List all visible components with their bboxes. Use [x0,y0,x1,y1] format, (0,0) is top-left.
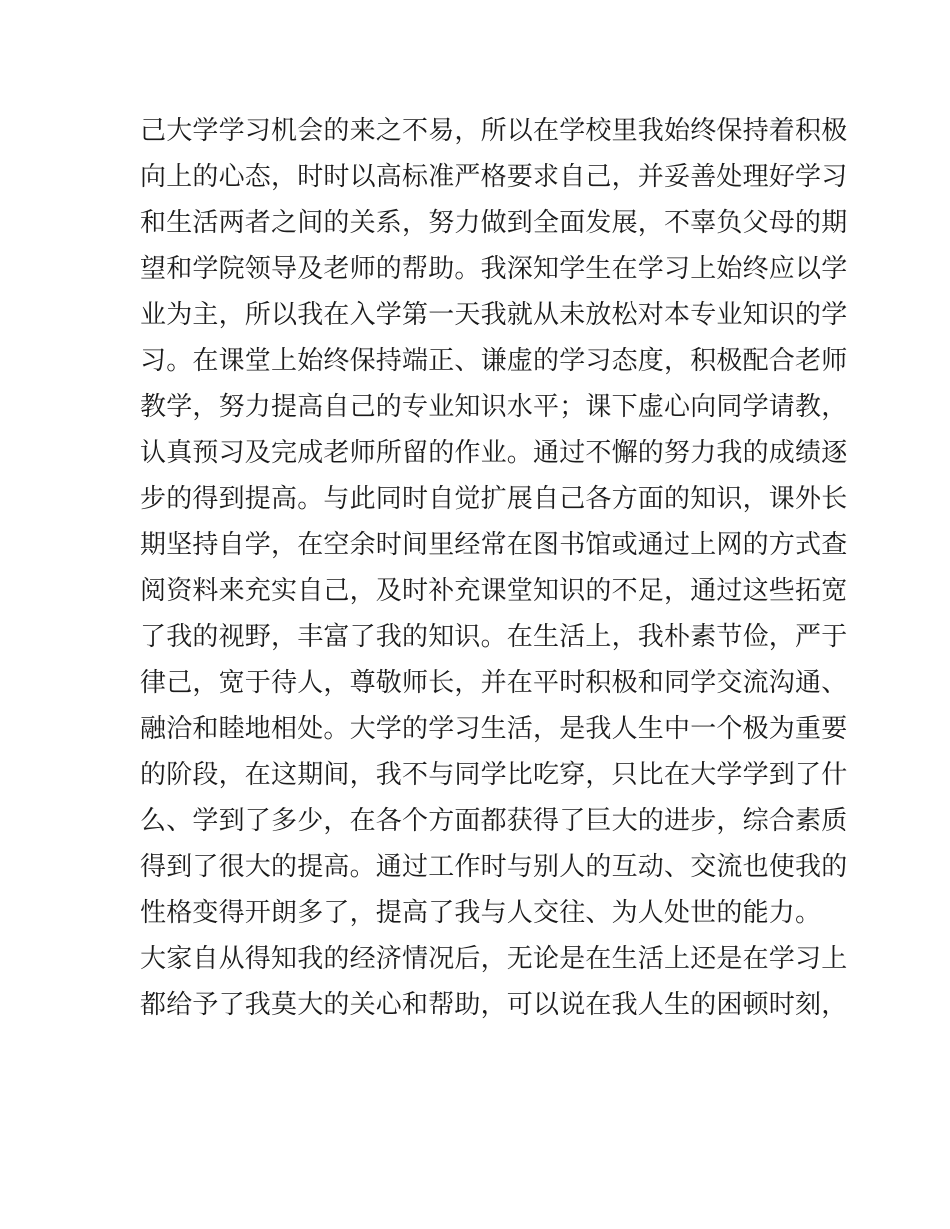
text-line: 认真预习及完成老师所留的作业。通过不懈的努力我的成绩逐 [140,438,848,468]
text-line: 的阶段，在这期间，我不与同学比吃穿，只比在大学学到了什 [140,760,848,790]
text-line: 习。在课堂上始终保持端正、谦虚的学习态度，积极配合老师 [140,346,848,376]
text-line: 融洽和睦地相处。大学的学习生活，是我人生中一个极为重要 [140,714,848,744]
text-line: 向上的心态，时时以高标准严格要求自己，并妥善处理好学习 [140,162,848,192]
text-line: 步的得到提高。与此同时自觉扩展自己各方面的知识，课外长 [140,484,848,514]
text-line: 都给予了我莫大的关心和帮助，可以说在我人生的困顿时刻， [140,990,848,1020]
text-line: 性格变得开朗多了，提高了我与人交往、为人处世的能力。 [140,898,822,928]
text-line: 和生活两者之间的关系，努力做到全面发展，不辜负父母的期 [140,208,848,238]
text-line: 得到了很大的提高。通过工作时与别人的互动、交流也使我的 [140,852,848,882]
text-line: 教学，努力提高自己的专业知识水平；课下虚心向同学请教， [140,392,848,422]
text-line: 业为主，所以我在入学第一天我就从未放松对本专业知识的学 [140,300,848,330]
text-line: 阅资料来充实自己，及时补充课堂知识的不足，通过这些拓宽 [140,576,848,606]
text-line: 了我的视野，丰富了我的知识。在生活上，我朴素节俭，严于 [140,622,848,652]
text-line: 么、学到了多少，在各个方面都获得了巨大的进步，综合素质 [140,806,848,836]
text-line: 律己，宽于待人，尊敬师长，并在平时积极和同学交流沟通、 [140,668,848,698]
text-line: 大家自从得知我的经济情况后，无论是在生活上还是在学习上 [140,944,848,974]
body-text [140,108,848,1028]
text-line: 期坚持自学，在空余时间里经常在图书馆或通过上网的方式查 [140,530,848,560]
text-line: 己大学学习机会的来之不易，所以在学校里我始终保持着积极 [140,116,848,146]
text-line: 望和学院领导及老师的帮助。我深知学生在学习上始终应以学 [140,254,848,284]
